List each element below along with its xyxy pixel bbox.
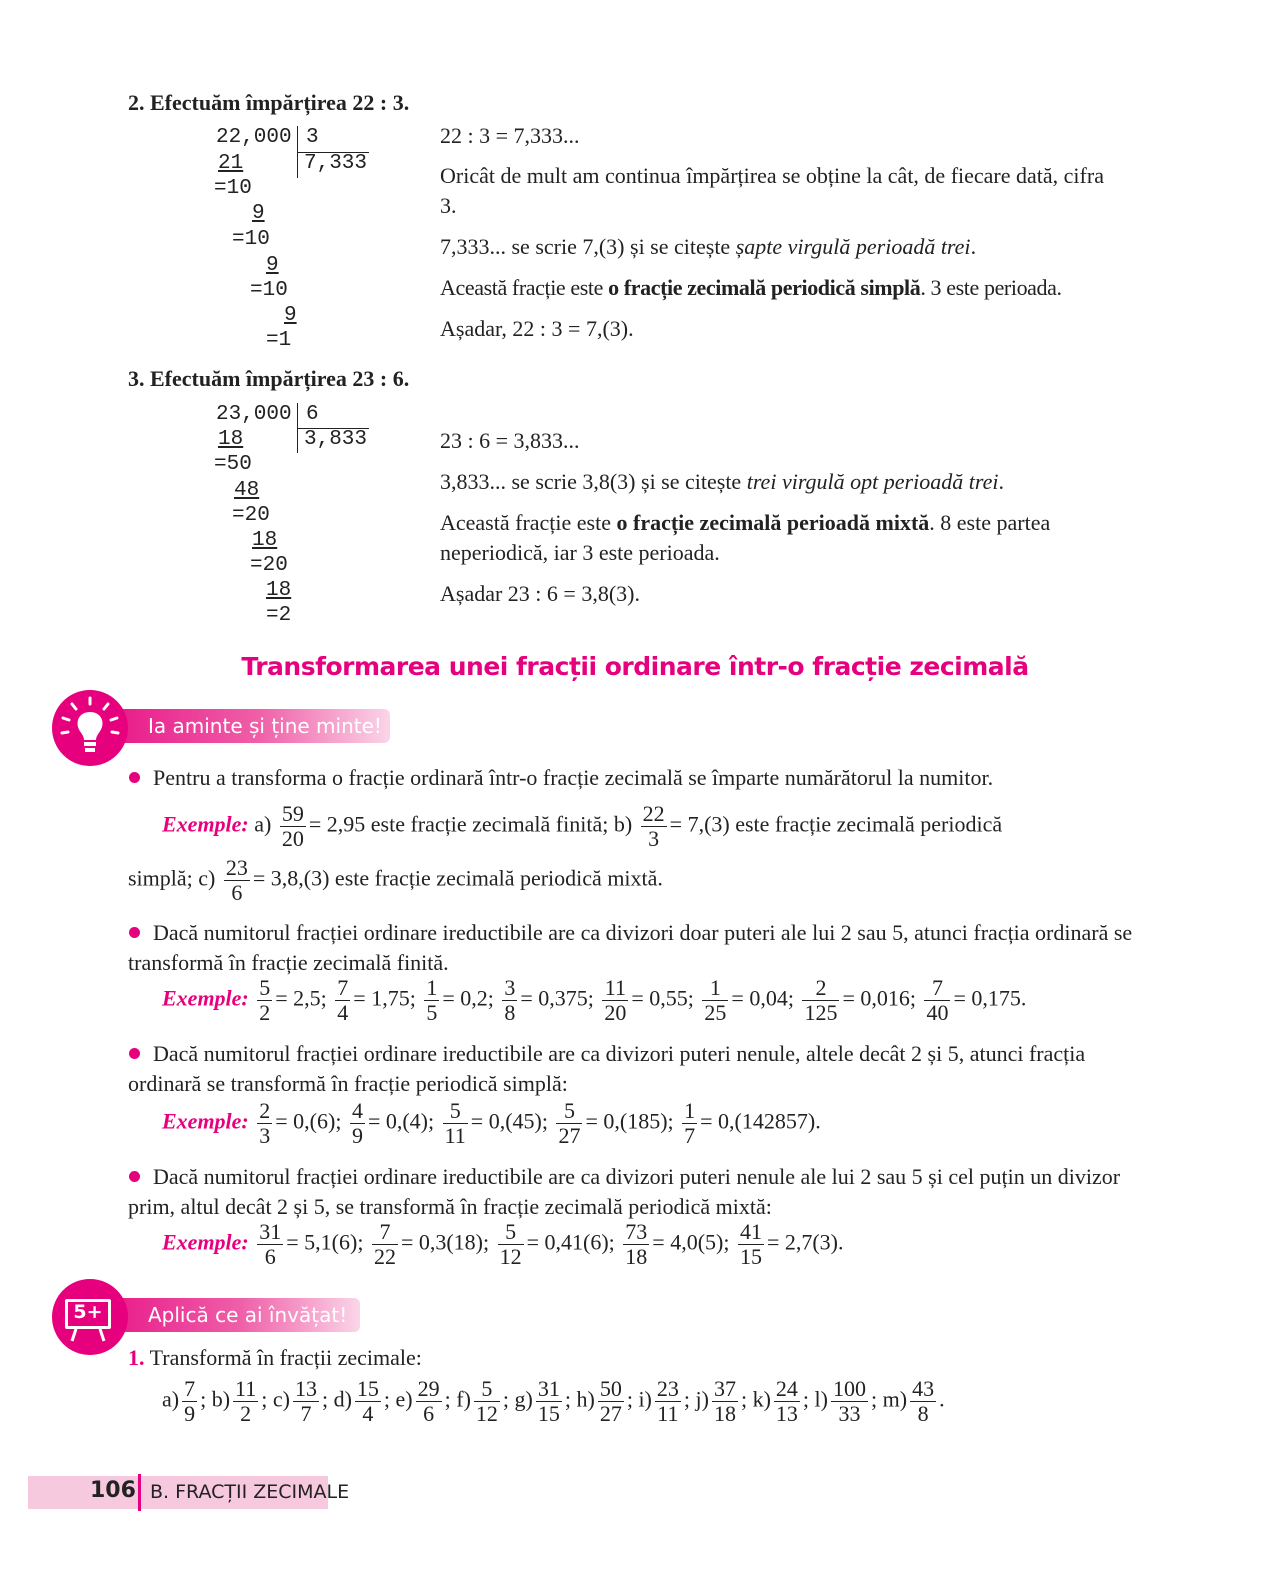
apply-badge [52,1279,128,1355]
step: 9 [266,254,279,277]
ex2-row: Exemple: $\frac{5}{2}$ = 2,5; $\frac{7}{4}$ = 1,75; $\frac{1}{5}$ = 0,2; $\frac{3}{8}$ = 0,375; $\frac{11}{20}$ = 0,55; $\frac{1}{25}$ = 0,04; $\frac{2}{125}$ = 0,016; $\frac{7}{40}$ = 0,175. [162,975,1027,1025]
chapter-title: B. FRACȚII ZECIMALE [150,1481,350,1503]
step: =50 [214,453,252,476]
step: =10 [214,177,252,200]
section-title: Transformarea unei fracții ordinare într-o fracție zecimală [241,652,1029,681]
step: 21 [218,152,244,175]
step: =10 [232,228,270,251]
step: 9 [252,202,265,225]
b3-text: Dacă numitorul fracției ordinare ireductibile are ca divizori puteri nenule, altele decât 2 și 5, atunci fracția ordinară se transformă în fracție periodică simplă: [128,1041,1086,1096]
b1-text: Pentru a transforma o fracție ordinară într-o fracție zecimală se împarte numărătorul la numitor. [153,765,994,790]
s3-line4: Așadar 23 : 6 = 3,8(3). [440,581,640,606]
exercise-items: a) $\frac{7}{9}$ ; b) $\frac{11}{2}$ ; c) $\frac{13}{7}$ ; d) $\frac{15}{4}$ ; e) $\frac{29}{6}$ ; f) $\frac{5}{12}$ ; g) $\frac{31}{15}$ ; h) $\frac{50}{27}$ ; i) $\frac{23}{11}$ ; j) $\frac{37}{18}$ ; k) $\frac{24}{13}$ ; l) $\frac{100}{33}$ ; m) $\frac{43}{8}$ . [162,1376,945,1426]
step: =2 [266,604,292,627]
step: =1 [266,329,292,352]
footer-divider [138,1474,141,1511]
divisor: 6 [306,403,319,426]
page-number: 106 [90,1478,136,1503]
remember-pill: Ia aminte și ține minte! [60,709,390,743]
apply-badge-text: 5+ [73,1301,103,1323]
quotient: 7,333 [304,152,368,175]
step: 48 [234,479,260,502]
s2-line5: Așadar, 22 : 3 = 7,(3). [440,316,634,341]
apply-pill: Aplică ce ai învățat! [60,1298,360,1332]
step: 18 [218,428,244,451]
ex3-row: Exemple: $\frac{2}{3}$ = 0,(6); $\frac{4}{9}$ = 0,(4); $\frac{5}{11}$ = 0,(45); $\frac{5}{27}$ = 0,(185); $\frac{1}{7}$ = 0,(142857). [162,1098,821,1148]
ex1-row1: Exemple: a) $\frac{59}{20}$ = 2,95 este fracție zecimală finită; b) $\frac{22}{3}$ = 7,(3) este fracție zecimală periodică [162,801,1003,851]
dividend: 23,000 [216,403,292,426]
s2-line3: 7,333... se scrie 7,(3) și se citește șapte virgulă perioadă trei. [440,234,977,259]
divisor: 3 [306,126,319,149]
step: 18 [266,579,292,602]
lightbulb-icon [52,690,128,766]
step: 18 [252,529,278,552]
bullet [129,772,140,783]
remember-badge [52,690,128,766]
section2-heading: 2. Efectuăm împărțirea 22 : 3. [128,90,410,115]
step: =20 [232,504,270,527]
section3-heading: 3. Efectuăm împărțirea 23 : 6. [128,366,410,391]
exercise-1: 1. Transformă în fracții zecimale: [128,1345,422,1370]
ex4-row: Exemple: $\frac{31}{6}$ = 5,1(6); $\frac{7}{22}$ = 0,3(18); $\frac{5}{12}$ = 0,41(6); $\frac{73}{18}$ = 4,0(5); $\frac{41}{15}$ = 2,7(3). [162,1219,844,1269]
b2-text: Dacă numitorul fracției ordinare ireductibile are ca divizori doar puteri ale lui 2 sau 5, atunci fracția ordinară se transformă în fracție zecimală finită. [128,920,1133,975]
s2-line2: Oricât de mult am continua împărțirea se obține la cât, de fiecare dată, cifra 3. [440,163,1104,218]
s3-line3: Această fracție este o fracție zecimală perioadă mixtă. 8 este partea neperiodică, iar 3 este perioada. [440,510,1051,565]
s2-line1: 22 : 3 = 7,333... [440,123,580,148]
s2-line4: Această fracție este o fracție zecimală periodică simplă. 3 este perioada. [440,275,1062,300]
b4-text: Dacă numitorul fracției ordinare ireductibile are ca divizori puteri nenule ale lui 2 sau 5 și cel puțin un divizor prim, altul decât 2 și 5, se transformă în fracție zecimală periodică mixtă: [128,1164,1121,1219]
s3-line2: 3,833... se scrie 3,8(3) și se citește trei virgulă opt perioadă trei. [440,469,1004,494]
s3-line1: 23 : 6 = 3,833... [440,428,580,453]
step: =10 [250,279,288,302]
step: 9 [284,304,297,327]
ex1-row2: simplă; c) $\frac{23}{6}$ = 3,8,(3) este fracție zecimală periodică mixtă. [128,855,663,905]
quotient: 3,833 [304,428,368,451]
step: =20 [250,554,288,577]
dividend: 22,000 [216,126,292,149]
